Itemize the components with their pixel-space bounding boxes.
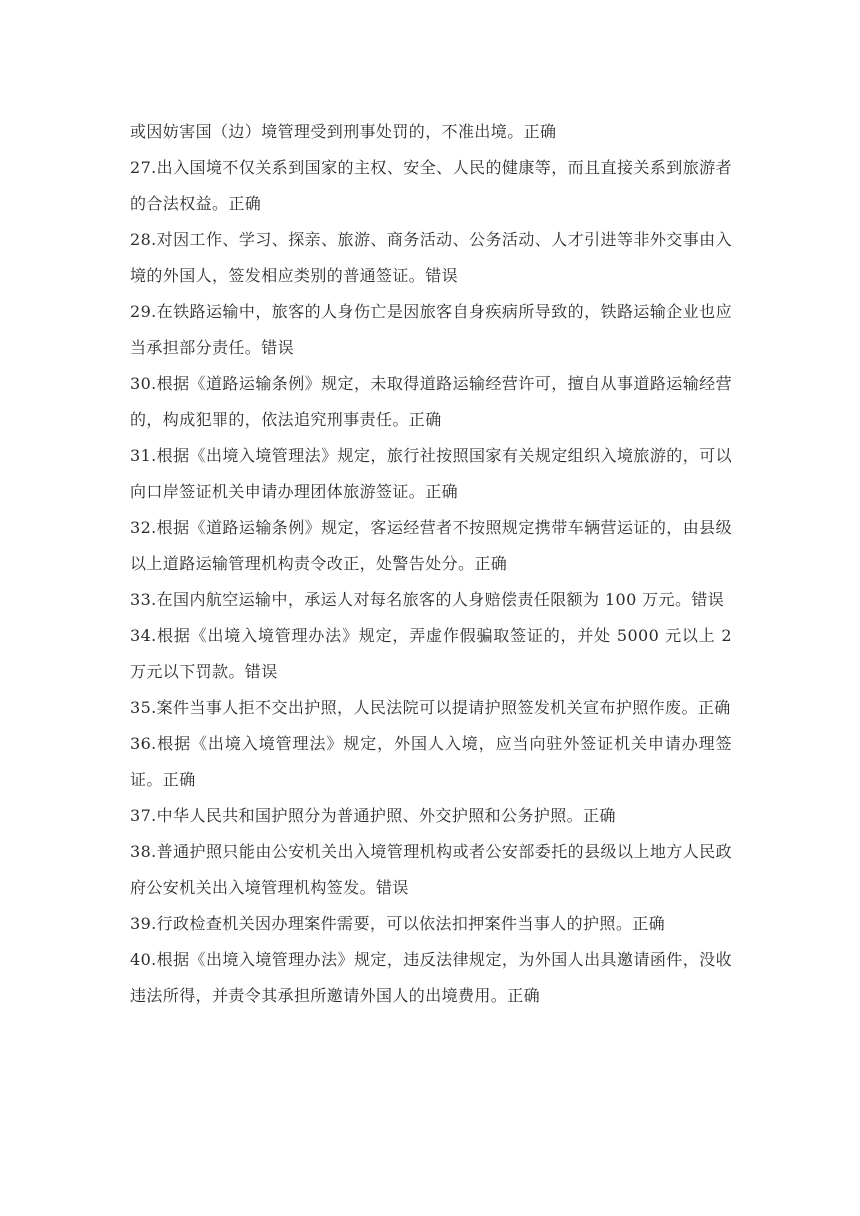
paragraph-continuation: 或因妨害国（边）境管理受到刑事处罚的，不准出境。正确 — [130, 122, 557, 141]
question-38: 38.普通护照只能由公安机关出入境管理机构或者公安部委托的县级以上地方人民政府公安机关出入境管理机构签发。错误 — [130, 842, 732, 897]
question-30: 30.根据《道路运输条例》规定，未取得道路运输经营许可，擅自从事道路运输经营的，构成犯罪的，依法追究刑事责任。正确 — [130, 374, 732, 429]
question-29: 29.在铁路运输中，旅客的人身伤亡是因旅客自身疾病所导致的，铁路运输企业也应当承担部分责任。错误 — [130, 302, 732, 357]
question-35: 35.案件当事人拒不交出护照，人民法院可以提请护照签发机关宣布护照作废。正确 — [130, 698, 731, 717]
question-28: 28.对因工作、学习、探亲、旅游、商务活动、公务活动、人才引进等非外交事由入境的外国人，签发相应类别的普通签证。错误 — [130, 230, 732, 285]
question-37: 37.中华人民共和国护照分为普通护照、外交护照和公务护照。正确 — [130, 806, 616, 825]
question-27: 27.出入国境不仅关系到国家的主权、安全、人民的健康等，而且直接关系到旅游者的合法权益。正确 — [130, 158, 732, 213]
question-33: 33.在国内航空运输中，承运人对每名旅客的人身赔偿责任限额为 100 万元。错误 — [130, 590, 725, 609]
question-32: 32.根据《道路运输条例》规定，客运经营者不按照规定携带车辆营运证的，由县级以上道路运输管理机构责令改正，处警告处分。正确 — [130, 518, 732, 573]
question-34: 34.根据《出境入境管理办法》规定，弄虚作假骗取签证的，并处 5000 元以上 2 万元以下罚款。错误 — [130, 626, 732, 681]
question-31: 31.根据《出境入境管理法》规定，旅行社按照国家有关规定组织入境旅游的，可以向口岸签证机关申请办理团体旅游签证。正确 — [130, 446, 732, 501]
question-36: 36.根据《出境入境管理法》规定，外国人入境，应当向驻外签证机关申请办理签证。正确 — [130, 734, 732, 789]
document-body — [130, 114, 732, 1014]
question-40: 40.根据《出境入境管理办法》规定，违反法律规定，为外国人出具邀请函件，没收违法所得，并责令其承担所邀请外国人的出境费用。正确 — [130, 950, 732, 1005]
question-39: 39.行政检查机关因办理案件需要，可以依法扣押案件当事人的护照。正确 — [130, 914, 666, 933]
